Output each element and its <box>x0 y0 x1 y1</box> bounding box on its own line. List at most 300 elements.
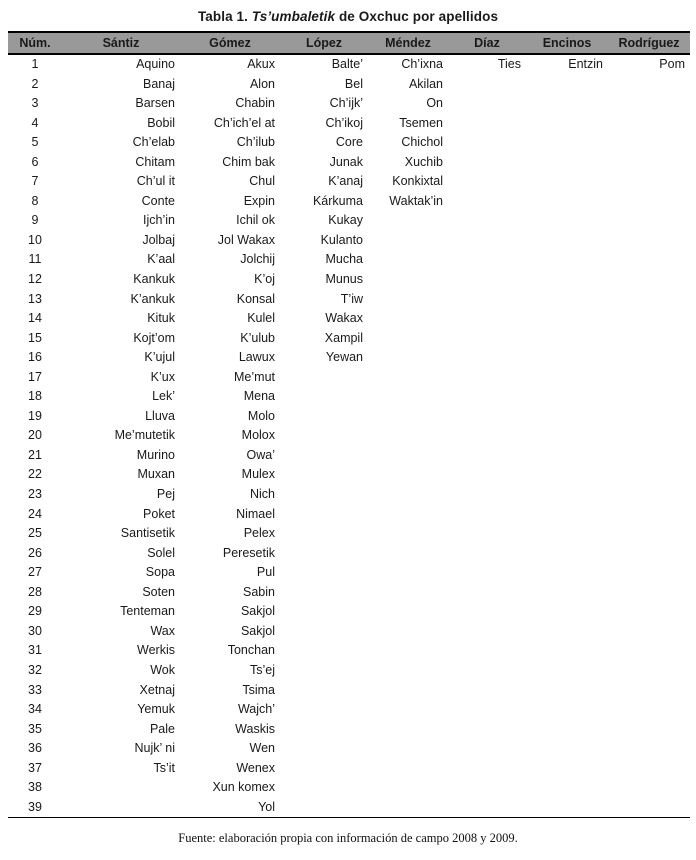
row-number: 34 <box>28 702 42 717</box>
surname-cell <box>280 720 368 740</box>
table-row <box>8 544 690 564</box>
surname-cell: Solel <box>147 545 175 560</box>
surname-cell <box>448 172 526 192</box>
surname-cell: Chitam <box>135 154 175 169</box>
row-number: 22 <box>28 467 42 482</box>
column-header-santiz: Sántiz <box>62 32 180 54</box>
surname-cell: Nich <box>249 487 275 502</box>
surname-cell <box>526 563 608 583</box>
table-row <box>8 426 690 446</box>
surname-cell <box>608 133 690 153</box>
column-header-rodriguez: Rodríguez <box>608 32 690 54</box>
surname-cell: Muxan <box>137 467 175 482</box>
surname-cell <box>526 681 608 701</box>
surname-cell: K’anaj <box>328 174 363 189</box>
surname-cell: K’ulub <box>240 330 275 345</box>
table-row <box>8 700 690 720</box>
surname-cell <box>526 211 608 231</box>
surname-cell: Xun komex <box>212 780 275 795</box>
column-header-encinos: Encinos <box>526 32 608 54</box>
surname-cell: Entzin <box>568 57 603 71</box>
row-number: 11 <box>28 252 42 267</box>
surname-cell: Ch’ijk’ <box>329 96 363 111</box>
surname-cell <box>368 407 448 427</box>
surname-cell <box>368 387 448 407</box>
surname-cell: Yemuk <box>137 702 175 717</box>
surname-cell <box>280 446 368 466</box>
table-row <box>8 54 690 75</box>
surname-cell <box>368 798 448 818</box>
table-row <box>8 114 690 134</box>
surname-cell <box>608 446 690 466</box>
column-header-gomez: Gómez <box>180 32 280 54</box>
surname-cell <box>526 524 608 544</box>
surname-cell <box>280 602 368 622</box>
surname-cell <box>608 348 690 368</box>
surname-cell <box>280 563 368 583</box>
row-number: 25 <box>28 526 42 541</box>
column-header-lopez: López <box>280 32 368 54</box>
apellidos-table <box>8 31 690 818</box>
surname-cell <box>608 465 690 485</box>
surname-cell: K’ux <box>150 369 175 384</box>
surname-cell: Molox <box>241 428 275 443</box>
surname-cell <box>526 290 608 310</box>
table-row <box>8 75 690 95</box>
surname-cell <box>608 153 690 173</box>
surname-cell <box>62 778 180 798</box>
surname-cell <box>448 426 526 446</box>
surname-cell <box>608 544 690 564</box>
surname-cell <box>608 250 690 270</box>
surname-cell <box>368 250 448 270</box>
surname-cell <box>368 544 448 564</box>
surname-cell: Kankuk <box>133 272 175 287</box>
surname-cell <box>448 485 526 505</box>
surname-cell <box>368 446 448 466</box>
surname-cell <box>526 250 608 270</box>
surname-cell <box>448 720 526 740</box>
surname-cell <box>368 231 448 251</box>
row-number: 32 <box>28 662 42 677</box>
surname-cell: K’ankuk <box>130 291 175 306</box>
surname-cell: Expin <box>243 193 275 208</box>
surname-cell: Peresetik <box>222 545 275 560</box>
table-row <box>8 465 690 485</box>
surname-cell: Barsen <box>135 96 175 111</box>
surname-cell <box>526 505 608 525</box>
row-number: 7 <box>31 174 39 189</box>
surname-cell <box>280 583 368 603</box>
surname-cell <box>608 524 690 544</box>
surname-cell: Waktak’in <box>389 193 443 208</box>
row-number: 29 <box>28 604 42 619</box>
surname-cell <box>526 739 608 759</box>
surname-cell <box>448 368 526 388</box>
row-number: 12 <box>28 272 42 287</box>
surname-cell: Xampil <box>324 330 363 345</box>
surname-cell <box>526 348 608 368</box>
surname-cell <box>448 407 526 427</box>
surname-cell <box>368 426 448 446</box>
row-number: 15 <box>28 330 42 345</box>
surname-cell: Pom <box>659 57 685 71</box>
surname-cell: Wax <box>150 623 175 638</box>
surname-cell: Pelex <box>243 526 275 541</box>
row-number: 23 <box>28 487 42 502</box>
surname-cell: Chabin <box>235 96 275 111</box>
surname-cell <box>526 544 608 564</box>
surname-cell: Yewan <box>325 350 363 365</box>
surname-cell <box>526 426 608 446</box>
table-title <box>0 9 696 24</box>
surname-cell: Jolbaj <box>142 232 175 247</box>
surname-cell <box>608 681 690 701</box>
surname-cell: Wajch’ <box>237 702 275 717</box>
surname-cell <box>368 290 448 310</box>
surname-cell <box>448 700 526 720</box>
surname-cell: Lek’ <box>152 389 175 404</box>
row-number: 26 <box>28 545 42 560</box>
row-number: 16 <box>28 350 42 365</box>
surname-cell <box>608 778 690 798</box>
surname-cell <box>62 798 180 818</box>
row-number: 20 <box>28 428 42 443</box>
surname-cell: Chichol <box>401 135 443 150</box>
surname-cell: Bobil <box>147 115 175 130</box>
column-header-mendez: Méndez <box>368 32 448 54</box>
header-row <box>8 32 690 54</box>
surname-cell <box>608 798 690 818</box>
surname-cell: Kojt’om <box>133 330 175 345</box>
surname-cell <box>280 368 368 388</box>
surname-cell: Balte’ <box>331 57 363 71</box>
surname-cell: Chim bak <box>222 154 275 169</box>
table-row <box>8 348 690 368</box>
row-number: 14 <box>28 311 42 326</box>
surname-cell: Jol Wakax <box>217 232 275 247</box>
table-row <box>8 211 690 231</box>
surname-cell <box>526 602 608 622</box>
surname-cell <box>368 485 448 505</box>
row-number: 1 <box>31 57 39 71</box>
surname-cell: Sakjol <box>240 623 275 638</box>
surname-cell <box>368 329 448 349</box>
row-number: 37 <box>28 760 42 775</box>
surname-cell <box>526 485 608 505</box>
surname-cell <box>526 661 608 681</box>
surname-cell <box>448 681 526 701</box>
surname-cell: Molo <box>247 408 275 423</box>
surname-cell <box>526 583 608 603</box>
row-number: 2 <box>31 76 39 91</box>
surname-cell <box>448 250 526 270</box>
row-number: 33 <box>28 682 42 697</box>
surname-cell: Tsemen <box>399 115 443 130</box>
surname-cell <box>368 270 448 290</box>
table-row <box>8 231 690 251</box>
surname-cell <box>608 583 690 603</box>
surname-cell: Jolchij <box>240 252 275 267</box>
surname-cell <box>608 641 690 661</box>
surname-cell: Lawux <box>238 350 275 365</box>
row-number: 19 <box>28 408 42 423</box>
row-number: 30 <box>28 623 42 638</box>
surname-cell <box>280 739 368 759</box>
surname-cell: Ties <box>497 57 521 71</box>
surname-cell <box>526 778 608 798</box>
surname-cell: Me’mut <box>234 369 275 384</box>
surname-cell: Santisetik <box>120 526 175 541</box>
surname-cell <box>608 387 690 407</box>
surname-cell <box>608 290 690 310</box>
surname-cell: Mucha <box>325 252 363 267</box>
surname-cell <box>448 133 526 153</box>
row-number: 18 <box>28 389 42 404</box>
row-number: 21 <box>28 447 42 462</box>
row-number: 6 <box>31 154 39 169</box>
surname-cell: Wenex <box>236 760 275 775</box>
source-note: Fuente: elaboración propia con información de campo 2008 y 2009. <box>178 831 518 846</box>
row-number: 36 <box>28 741 42 756</box>
surname-cell: Pul <box>256 565 275 580</box>
surname-cell: Konsal <box>236 291 275 306</box>
surname-cell <box>448 661 526 681</box>
surname-cell: Me’mutetik <box>114 428 175 443</box>
surname-cell <box>448 602 526 622</box>
row-number: 39 <box>28 799 42 814</box>
surname-cell <box>526 309 608 329</box>
surname-cell <box>448 309 526 329</box>
row-number: 13 <box>28 291 42 306</box>
surname-cell <box>448 348 526 368</box>
surname-cell <box>608 505 690 525</box>
surname-cell: Mulex <box>241 467 275 482</box>
surname-cell: K’aal <box>147 252 175 267</box>
row-number: 4 <box>31 115 39 130</box>
surname-cell <box>608 426 690 446</box>
row-number: 9 <box>31 213 39 228</box>
surname-cell <box>526 231 608 251</box>
surname-cell <box>368 348 448 368</box>
surname-cell <box>526 700 608 720</box>
surname-cell <box>608 720 690 740</box>
table-body <box>8 54 690 818</box>
surname-cell <box>608 75 690 95</box>
surname-cell <box>368 309 448 329</box>
surname-cell <box>448 505 526 525</box>
table-row <box>8 368 690 388</box>
surname-cell: Chul <box>249 174 275 189</box>
surname-cell: Ch’ixna <box>401 57 443 71</box>
surname-cell <box>608 211 690 231</box>
surname-cell: Soten <box>142 584 175 599</box>
surname-cell <box>608 368 690 388</box>
surname-cell <box>448 759 526 779</box>
surname-cell <box>448 739 526 759</box>
surname-cell <box>368 524 448 544</box>
surname-cell: Ch’elab <box>132 135 175 150</box>
surname-cell: Ch’ul it <box>136 174 175 189</box>
surname-cell <box>448 563 526 583</box>
table-row <box>8 387 690 407</box>
table-row <box>8 602 690 622</box>
surname-cell <box>280 465 368 485</box>
surname-cell <box>526 622 608 642</box>
surname-cell: Lluva <box>145 408 175 423</box>
row-number: 31 <box>28 643 42 658</box>
surname-cell: Ijch’in <box>143 213 175 228</box>
surname-cell <box>448 192 526 212</box>
row-number: 3 <box>31 96 39 111</box>
surname-cell <box>448 211 526 231</box>
surname-cell <box>368 583 448 603</box>
surname-cell <box>608 759 690 779</box>
row-number: 5 <box>31 135 39 150</box>
surname-cell <box>608 739 690 759</box>
surname-cell <box>280 426 368 446</box>
surname-cell: On <box>426 96 443 111</box>
surname-cell <box>368 622 448 642</box>
surname-cell: Nujk’ ni <box>134 741 175 756</box>
surname-cell: Nimael <box>236 506 275 521</box>
surname-cell <box>368 720 448 740</box>
row-number: 27 <box>28 565 42 580</box>
surname-cell: Aquino <box>136 57 175 71</box>
surname-cell: Wakax <box>325 311 363 326</box>
surname-cell <box>448 290 526 310</box>
surname-cell <box>608 622 690 642</box>
surname-cell <box>280 700 368 720</box>
surname-cell <box>448 641 526 661</box>
surname-cell: K’oj <box>254 272 275 287</box>
surname-cell <box>526 75 608 95</box>
surname-cell <box>448 465 526 485</box>
surname-cell <box>448 446 526 466</box>
table-row <box>8 407 690 427</box>
surname-cell <box>280 387 368 407</box>
surname-cell: Sopa <box>145 565 175 580</box>
surname-cell: Junak <box>329 154 363 169</box>
surname-cell: Werkis <box>137 643 175 658</box>
surname-cell: K’ujul <box>144 350 175 365</box>
table-row <box>8 94 690 114</box>
surname-cell: Conte <box>141 193 175 208</box>
surname-cell <box>280 661 368 681</box>
table-row <box>8 133 690 153</box>
table-row <box>8 798 690 818</box>
surname-cell <box>526 153 608 173</box>
surname-cell <box>280 641 368 661</box>
surname-cell <box>448 94 526 114</box>
surname-cell <box>526 192 608 212</box>
surname-cell <box>608 700 690 720</box>
surname-cell: Kárkuma <box>312 193 363 208</box>
surname-cell <box>526 720 608 740</box>
surname-cell <box>608 485 690 505</box>
surname-cell: Waskis <box>235 721 275 736</box>
surname-cell <box>608 172 690 192</box>
surname-cell <box>526 94 608 114</box>
surname-cell <box>448 75 526 95</box>
surname-cell: Tsima <box>242 682 275 697</box>
row-number: 35 <box>28 721 42 736</box>
surname-cell: Murino <box>136 447 175 462</box>
column-header-diaz: Díaz <box>448 32 526 54</box>
surname-cell <box>608 94 690 114</box>
surname-cell <box>368 681 448 701</box>
surname-cell: Core <box>335 135 363 150</box>
surname-cell: Akux <box>247 57 275 71</box>
table-row <box>8 681 690 701</box>
surname-cell: Pale <box>149 721 175 736</box>
surname-cell <box>448 622 526 642</box>
surname-cell <box>280 544 368 564</box>
table-row <box>8 661 690 681</box>
table-row <box>8 524 690 544</box>
surname-cell <box>526 759 608 779</box>
surname-cell: Ts’ej <box>249 662 275 677</box>
surname-cell <box>368 778 448 798</box>
table-row <box>8 309 690 329</box>
table-row <box>8 505 690 525</box>
surname-cell <box>526 133 608 153</box>
surname-cell <box>608 192 690 212</box>
surname-cell <box>448 153 526 173</box>
surname-cell <box>368 700 448 720</box>
surname-cell <box>526 641 608 661</box>
surname-cell <box>280 485 368 505</box>
row-number: 38 <box>28 780 42 795</box>
surname-cell <box>368 465 448 485</box>
surname-cell: Kituk <box>147 311 175 326</box>
surname-cell <box>608 329 690 349</box>
surname-cell: Ch’ikoj <box>325 115 363 130</box>
surname-cell <box>448 583 526 603</box>
table-row <box>8 583 690 603</box>
surname-cell: Bel <box>344 76 363 91</box>
table-row <box>8 153 690 173</box>
surname-cell <box>526 446 608 466</box>
row-number: 17 <box>28 369 42 384</box>
surname-cell: Yol <box>258 799 275 814</box>
surname-cell <box>368 641 448 661</box>
surname-cell <box>368 739 448 759</box>
surname-cell: Ch’ich’el at <box>213 115 275 130</box>
surname-cell: T’iw <box>340 291 363 306</box>
table-row <box>8 485 690 505</box>
table-row <box>8 563 690 583</box>
surname-cell <box>368 661 448 681</box>
surname-cell <box>280 505 368 525</box>
surname-cell <box>280 759 368 779</box>
surname-cell: Ts’it <box>153 760 175 775</box>
table-row <box>8 622 690 642</box>
surname-cell: Konkixtal <box>392 174 443 189</box>
surname-cell: Tonchan <box>227 643 275 658</box>
table-title-italic-word: Ts’umbaletik <box>251 9 336 24</box>
surname-cell <box>526 387 608 407</box>
table-row <box>8 759 690 779</box>
surname-cell <box>448 778 526 798</box>
surname-cell: Xetnaj <box>139 682 175 697</box>
surname-cell: Xuchib <box>404 154 443 169</box>
document-page <box>0 9 696 846</box>
table-row <box>8 446 690 466</box>
surname-cell: Ichil ok <box>236 213 275 228</box>
table-row <box>8 329 690 349</box>
surname-cell <box>368 563 448 583</box>
